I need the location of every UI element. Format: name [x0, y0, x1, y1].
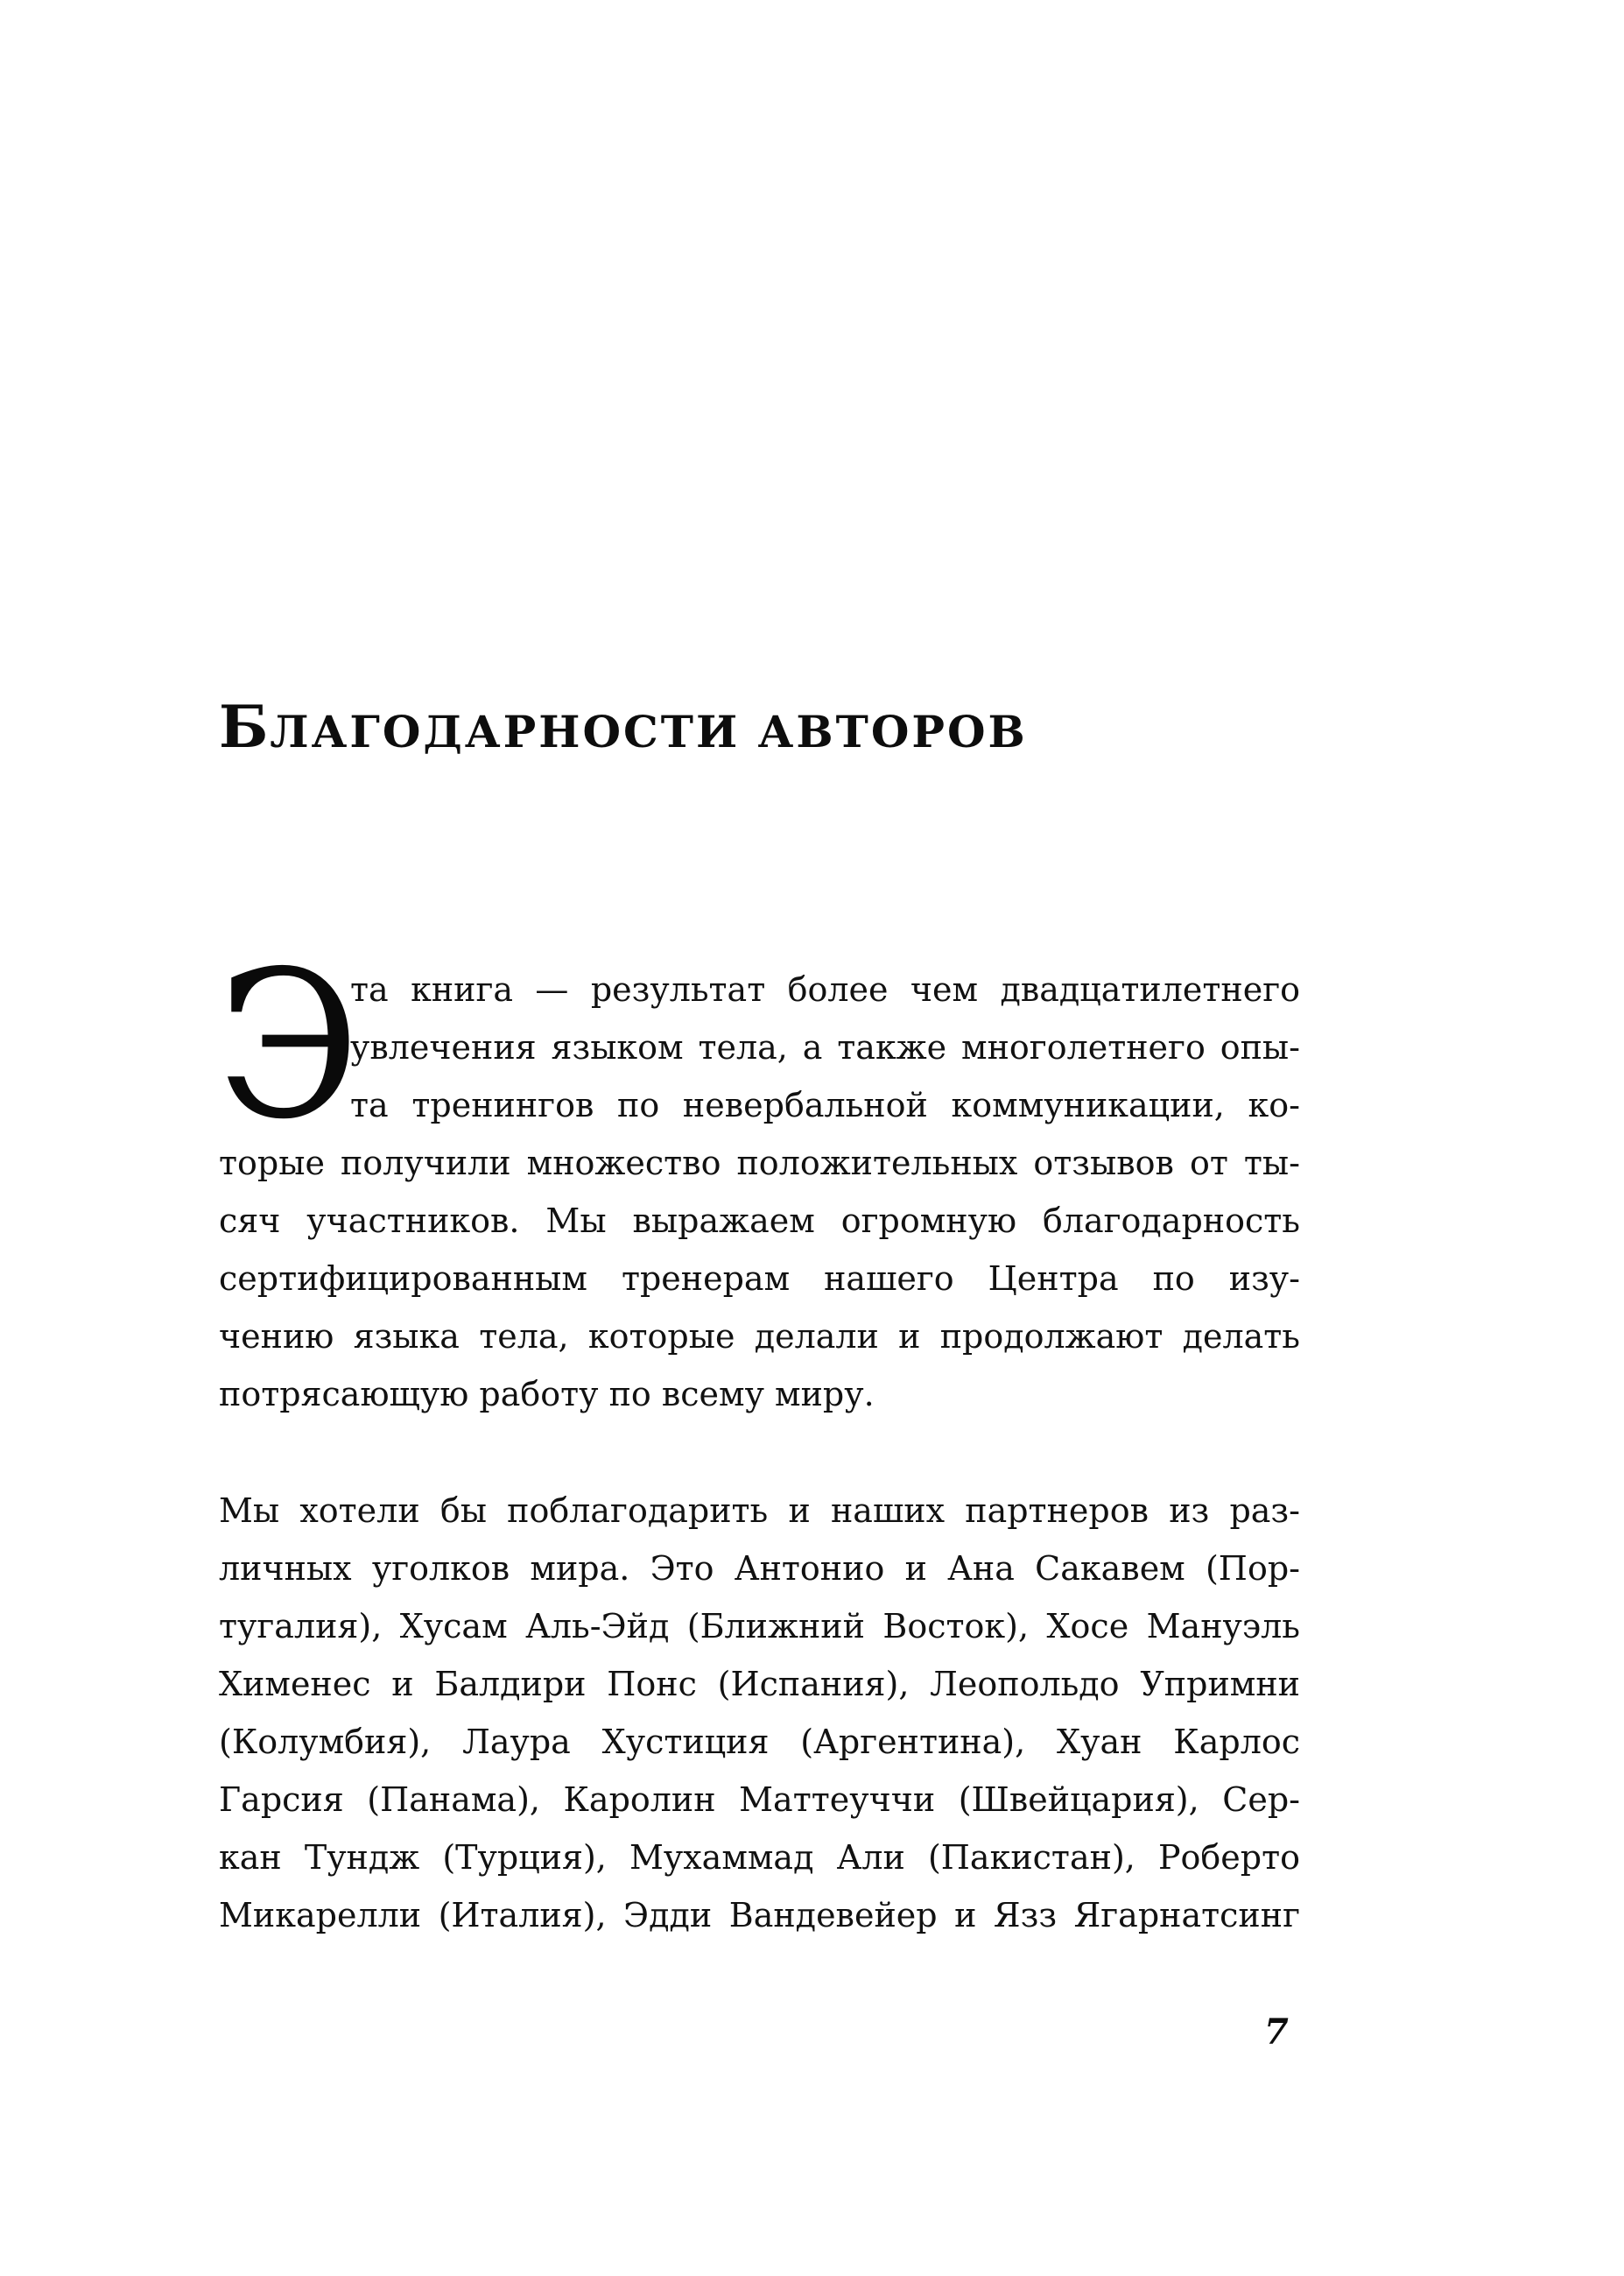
text-line: кан Тундж (Турция), Мухаммад Али (Пакистан), Роберто — [219, 1838, 1300, 1877]
text-line: Хименес и Балдири Понс (Испания), Леопольдо Упримни — [219, 1665, 1300, 1703]
paragraph-2 — [219, 1482, 1300, 1944]
text-line: (Колумбия), Лаура Хустиция (Аргентина), Хуан Карлос — [219, 1723, 1300, 1761]
text-line: Микарелли (Италия), Эдди Вандевейер и Язз Ягарнатсинг — [219, 1896, 1300, 1934]
chapter-title-rest: ЛАГОДАРНОСТИ АВТОРОВ — [270, 706, 1028, 757]
chapter-title-initial: Б — [219, 693, 271, 761]
text-line: та книга — результат более чем двадцатилетнего — [350, 970, 1300, 1009]
text-line: чению языка тела, которые делали и продолжают делать — [219, 1317, 1300, 1356]
text-line: личных уголков мира. Это Антонио и Ана Сакавем (Пор- — [219, 1549, 1300, 1588]
text-line: та тренингов по невербальной коммуникации, ко- — [350, 1086, 1300, 1124]
page-number: 7 — [1264, 2012, 1289, 2053]
text-line: потрясающую работу по всему миру. — [219, 1375, 875, 1413]
text-line: Мы хотели бы поблагодарить и наших партнеров из раз- — [219, 1491, 1300, 1530]
text-line: торые получили множество положительных отзывов от ты- — [219, 1144, 1300, 1182]
text-line: тугалия), Хусам Аль-Эйд (Ближний Восток), Хосе Мануэль — [219, 1607, 1300, 1645]
chapter-title — [219, 692, 1028, 767]
paragraph-1 — [219, 961, 1300, 1423]
text-line: увлечения языком тела, а также многолетнего опы- — [350, 1028, 1300, 1067]
text-line: сертифицированным тренерам нашего Центра по изу- — [219, 1259, 1300, 1298]
text-line: сяч участников. Мы выражаем огромную благодарность — [219, 1201, 1300, 1240]
drop-cap: Э — [217, 927, 361, 1164]
text-line: Гарсия (Панама), Каролин Маттеуччи (Швейцария), Сер- — [219, 1780, 1300, 1819]
